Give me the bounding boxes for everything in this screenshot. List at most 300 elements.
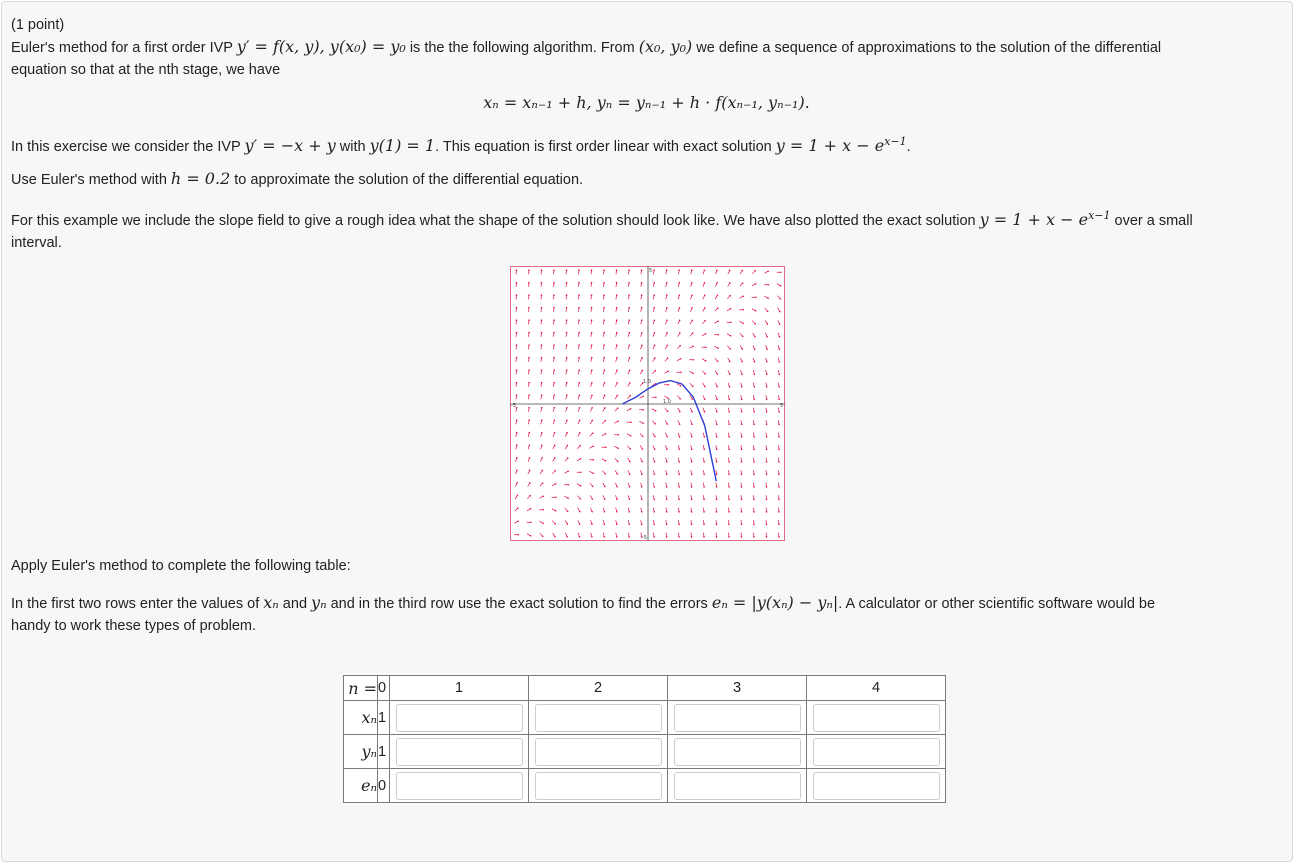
slope-arrowhead (617, 420, 619, 422)
slope-arrowhead (541, 457, 543, 459)
slope-arrowhead (716, 449, 718, 451)
slope-arrowhead (729, 373, 731, 375)
table-header-row (344, 676, 946, 701)
slope-arrowhead (616, 269, 618, 271)
slope-arrowhead (528, 344, 530, 346)
slope-arrowhead (754, 348, 756, 350)
ivp-paragraph: In this exercise we consider the IVP y′ = −x + y with y(1) = 1. This equation is first order linear with exact solution $y = 1 + x - e^{x-1}$. (11, 135, 911, 155)
slope-arrowhead (517, 507, 519, 509)
slope-arrowhead (642, 448, 644, 450)
slope-arrowhead (541, 407, 543, 409)
slope-arrowhead (541, 419, 543, 421)
slope-arrowhead (617, 473, 619, 475)
slope-arrowhead (741, 511, 743, 513)
slope-arrowhead (703, 461, 705, 463)
slope-arrowhead (716, 411, 718, 413)
slope-arrowhead (691, 536, 693, 538)
slope-arrowhead (553, 332, 555, 334)
slope-arrowhead (529, 482, 531, 484)
slope-arrowhead (728, 449, 730, 451)
slope-arrowhead (553, 282, 555, 284)
slope-arrowhead (616, 382, 618, 384)
slope-arrowhead (628, 282, 630, 284)
answer-input-e4[interactable] (813, 772, 940, 800)
slope-arrowhead (717, 361, 719, 363)
slope-arrowhead (580, 471, 582, 473)
slope-arrowhead (541, 444, 543, 446)
euler-step-paragraph: Use Euler's method with h = 0.2 to approximate the solution of the differential equation. (11, 169, 584, 188)
slope-arrowhead (528, 357, 530, 359)
slope-arrowhead (743, 309, 745, 311)
slope-arrowhead (616, 344, 618, 346)
slope-arrowhead (653, 294, 655, 296)
y-tick-label: 1.0 (643, 379, 651, 385)
n-label: n = (344, 676, 378, 701)
slope-arrowhead (516, 432, 518, 434)
slope-arrowhead (516, 469, 518, 471)
slope-arrowhead (528, 419, 530, 421)
slope-arrowhead (641, 357, 643, 359)
slope-arrowhead (705, 346, 707, 348)
slope-arrowhead (778, 486, 780, 488)
slope-arrowhead (692, 386, 694, 388)
slope-arrowhead (691, 436, 693, 438)
slope-arrowhead (542, 536, 544, 538)
slope-arrowhead (741, 449, 743, 451)
slope-arrowhead (691, 307, 693, 309)
slope-arrowhead (630, 435, 632, 437)
slope-arrowhead (778, 536, 780, 538)
slope-arrowhead (692, 320, 694, 322)
slope-arrowhead (716, 486, 718, 488)
slope-arrowhead (691, 524, 693, 526)
slope-arrowhead (742, 348, 744, 350)
slope-arrowhead (642, 395, 644, 397)
slope-arrowhead (528, 369, 530, 371)
slope-arrowhead (678, 461, 680, 463)
slope-arrowhead (728, 524, 730, 526)
slope-arrowhead (554, 432, 556, 434)
slope-arrowhead (554, 523, 556, 525)
slope-arrowhead (778, 424, 780, 426)
slope-arrowhead (741, 361, 743, 363)
slope-arrowhead (703, 511, 705, 513)
slope-arrowhead (668, 384, 670, 386)
slope-arrowhead (516, 344, 518, 346)
slope-arrowhead (566, 394, 568, 396)
slope-arrowhead (778, 374, 780, 376)
slope-arrowhead (578, 344, 580, 346)
slope-arrowhead (628, 319, 630, 321)
answer-input-y4[interactable] (813, 738, 940, 766)
slope-arrowhead (766, 524, 768, 526)
slope-arrowhead (729, 398, 731, 400)
slope-arrowhead (617, 447, 619, 449)
slope-arrowhead (591, 523, 593, 525)
y-max-label: 5 (649, 268, 653, 274)
slope-arrowhead (578, 369, 580, 371)
slope-arrowhead (717, 307, 719, 309)
slope-arrowhead (741, 411, 743, 413)
slope-arrowhead (742, 322, 744, 324)
slope-arrowhead (629, 344, 631, 346)
slope-arrowhead (704, 411, 706, 413)
slope-arrowhead (666, 448, 668, 450)
slope-arrowhead (555, 510, 557, 512)
slope-arrowhead (530, 535, 532, 537)
slope-arrowhead (666, 499, 668, 501)
slope-arrowhead (678, 499, 680, 501)
slope-arrowhead (553, 344, 555, 346)
x-max-label: 5 (780, 403, 784, 409)
slope-arrowhead (641, 294, 643, 296)
slope-arrowhead (753, 461, 755, 463)
slope-arrowhead (605, 460, 607, 462)
slope-arrowhead (516, 282, 518, 284)
slope-arrowhead (678, 282, 680, 284)
slope-arrowhead (766, 424, 768, 426)
slope-arrowhead (654, 423, 656, 425)
slope-arrowhead (730, 308, 732, 310)
slope-arrowhead (766, 386, 768, 388)
slope-arrowhead (542, 495, 544, 497)
slope-arrowhead (555, 496, 557, 498)
slope-arrowhead (629, 498, 631, 500)
slope-arrowhead (566, 382, 568, 384)
euler-table (343, 675, 946, 803)
slope-arrowhead (666, 511, 668, 513)
slope-arrowhead (678, 524, 680, 526)
slope-arrowhead (691, 486, 693, 488)
slope-arrowhead (703, 436, 705, 438)
slope-arrowhead (653, 282, 655, 284)
slope-arrowhead (716, 386, 718, 388)
slope-arrowhead (753, 386, 755, 388)
slope-arrowhead (630, 421, 632, 423)
slope-arrowhead (703, 536, 705, 538)
slope-arrowhead (679, 411, 681, 413)
answer-input-x4[interactable] (813, 704, 940, 732)
answer-input-e2[interactable] (535, 772, 662, 800)
slope-arrowhead (616, 294, 618, 296)
slope-arrowhead (553, 407, 555, 409)
slope-arrowhead (616, 282, 618, 284)
slope-arrowhead (654, 370, 656, 372)
slope-arrowhead (567, 511, 569, 513)
slope-arrowhead (704, 269, 706, 271)
answer-input-y3[interactable] (674, 738, 801, 766)
answer-input-x1[interactable] (396, 704, 523, 732)
slope-arrowhead (591, 407, 593, 409)
slope-arrowhead (729, 386, 731, 388)
slope-arrowhead (754, 373, 756, 375)
table-row-x (344, 701, 946, 735)
slope-arrowhead (516, 444, 518, 446)
slope-arrowhead (654, 436, 656, 438)
slope-arrowhead (591, 269, 593, 271)
slope-arrowhead (541, 369, 543, 371)
slope-arrowhead (778, 361, 780, 363)
slope-arrowhead (753, 399, 755, 401)
slope-arrowhead (553, 357, 555, 359)
slope-arrowhead (654, 448, 656, 450)
slope-arrowhead (653, 486, 655, 488)
slope-arrowhead (578, 294, 580, 296)
slope-arrowhead (666, 294, 668, 296)
slope-arrowhead (553, 269, 555, 271)
slope-arrowhead (541, 332, 543, 334)
slope-arrowhead (779, 311, 781, 313)
slope-arrowhead (591, 319, 593, 321)
slope-arrowhead (691, 499, 693, 501)
slope-arrowhead (741, 524, 743, 526)
slope-arrowhead (766, 399, 768, 401)
slope-arrowhead (566, 307, 568, 309)
slope-arrowhead (616, 511, 618, 513)
slope-arrowhead (641, 344, 643, 346)
slope-arrowhead (741, 461, 743, 463)
slope-arrowhead (628, 511, 630, 513)
slope-arrowhead (691, 448, 693, 450)
slope-arrowhead (779, 348, 781, 350)
slope-arrowhead (528, 432, 530, 434)
slope-arrowhead (691, 423, 693, 425)
slope-arrowhead (753, 499, 755, 501)
slope-arrowhead (641, 307, 643, 309)
slope-arrowhead (603, 294, 605, 296)
slope-arrowhead (604, 420, 606, 422)
slope-arrowhead (591, 332, 593, 334)
slope-arrowhead (516, 369, 518, 371)
slope-arrowhead (667, 423, 669, 425)
slope-arrowhead (703, 449, 705, 451)
slope-arrowhead (579, 420, 581, 422)
slope-arrowhead (741, 373, 743, 375)
column-header: 1 (390, 676, 529, 701)
slope-arrowhead (666, 524, 668, 526)
slope-arrowhead (641, 332, 643, 334)
slope-arrowhead (666, 486, 668, 488)
slope-arrowhead (567, 445, 569, 447)
slope-arrowhead (679, 320, 681, 322)
slope-arrowhead (678, 486, 680, 488)
slope-arrowhead (629, 370, 631, 372)
row-initial-value: 0 (378, 769, 390, 803)
slope-arrowhead (579, 498, 581, 500)
slope-arrowhead (567, 457, 569, 459)
slope-arrowhead (653, 511, 655, 513)
slope-arrowhead (753, 524, 755, 526)
slope-arrowhead (592, 486, 594, 488)
slope-arrowhead (778, 524, 780, 526)
slope-arrowhead (591, 344, 593, 346)
slope-arrowhead (691, 461, 693, 463)
slope-arrowhead (591, 307, 593, 309)
slope-arrowhead (766, 361, 768, 363)
slope-arrowhead (680, 371, 682, 373)
intro-paragraph: Euler's method for a first order IVP y′ = f(x, y), y(x₀) = y₀ is the the following algorithm. From (x₀, y₀) we define a sequence of approximations to the solution of the differential equation so that at the nth stage, we have (11, 37, 1162, 78)
slope-arrowhead (591, 369, 593, 371)
slope-arrowhead (716, 511, 718, 513)
slope-arrowhead (566, 319, 568, 321)
slope-arrowhead (729, 295, 731, 297)
slope-arrowhead (716, 461, 718, 463)
slope-arrowhead (678, 269, 680, 271)
slope-arrowhead (728, 499, 730, 501)
slope-arrowhead (554, 457, 556, 459)
slope-arrowhead (579, 432, 581, 434)
slope-arrowhead (778, 461, 780, 463)
answer-input-y2[interactable] (535, 738, 662, 766)
slope-arrowhead (541, 307, 543, 309)
slope-arrowhead (591, 357, 593, 359)
slope-arrowhead (766, 474, 768, 476)
slope-arrowhead (528, 394, 530, 396)
slope-arrowhead (628, 269, 630, 271)
slope-arrowhead (704, 307, 706, 309)
slope-arrowhead (729, 270, 731, 272)
slope-arrowhead (767, 297, 769, 299)
slope-arrowhead (729, 348, 731, 350)
slope-arrowhead (642, 370, 644, 372)
slope-arrowhead (516, 382, 518, 384)
slope-arrowhead (579, 536, 581, 538)
slope-arrowhead (579, 445, 581, 447)
slope-arrowhead (679, 398, 681, 400)
slope-arrowhead (591, 536, 593, 538)
slope-arrowhead (604, 382, 606, 384)
slope-arrowhead (566, 536, 568, 538)
slope-arrowhead (653, 269, 655, 271)
slope-arrowhead (717, 347, 719, 349)
answer-input-x3[interactable] (674, 704, 801, 732)
slope-arrowhead (528, 294, 530, 296)
slope-arrowhead (754, 336, 756, 338)
slope-arrowhead (704, 373, 706, 375)
slope-arrowhead (541, 269, 543, 271)
slope-arrowhead (767, 323, 769, 325)
slope-arrowhead (528, 382, 530, 384)
slope-arrowhead (666, 436, 668, 438)
slope-arrowhead (666, 461, 668, 463)
slope-arrowhead (553, 369, 555, 371)
slope-arrowhead (630, 408, 632, 410)
x-min-label: -5 (511, 403, 516, 409)
slope-arrowhead (779, 323, 781, 325)
slope-arrowhead (729, 361, 731, 363)
slope-arrowhead (516, 419, 518, 421)
slope-arrowhead (693, 359, 695, 361)
slope-arrowhead (578, 307, 580, 309)
slope-arrowhead (629, 395, 631, 397)
answer-input-y1[interactable] (396, 738, 523, 766)
slope-arrowhead (666, 269, 668, 271)
slope-arrowhead (778, 436, 780, 438)
slope-arrowhead (616, 486, 618, 488)
slope-arrowhead (667, 411, 669, 413)
slope-arrowhead (541, 382, 543, 384)
slope-arrowhead (704, 320, 706, 322)
slope-arrowhead (754, 361, 756, 363)
slope-arrowhead (566, 419, 568, 421)
slope-arrowhead (653, 536, 655, 538)
slope-arrowhead (753, 511, 755, 513)
answer-input-e3[interactable] (674, 772, 801, 800)
slope-arrowhead (566, 332, 568, 334)
slope-arrowhead (516, 407, 518, 409)
slope-arrowhead (753, 449, 755, 451)
slope-arrowhead (604, 473, 606, 475)
slope-arrowhead (718, 334, 720, 336)
slope-arrowhead (678, 536, 680, 538)
slope-arrowhead (541, 394, 543, 396)
slope-arrowhead (753, 411, 755, 413)
slope-arrowhead (766, 449, 768, 451)
slope-arrowhead (616, 498, 618, 500)
slope-arrowhead (753, 536, 755, 538)
column-header: 4 (807, 676, 946, 701)
slope-arrowhead (679, 423, 681, 425)
x-tick-label: 1.0 (663, 399, 671, 405)
slope-arrowhead (730, 321, 732, 323)
slope-arrowhead (629, 486, 631, 488)
slope-arrowhead (529, 457, 531, 459)
slope-arrowhead (755, 310, 757, 312)
slope-arrowhead (542, 522, 544, 524)
slope-arrowhead (529, 495, 531, 497)
slope-arrowhead (579, 523, 581, 525)
slope-arrowhead (716, 524, 718, 526)
slope-arrowhead (603, 332, 605, 334)
slope-arrowhead (617, 395, 619, 397)
slope-arrowhead (604, 369, 606, 371)
slope-arrowhead (617, 407, 619, 409)
slope-arrowhead (616, 332, 618, 334)
slope-arrowhead (780, 271, 782, 273)
slope-arrowhead (628, 536, 630, 538)
answer-input-x2[interactable] (535, 704, 662, 732)
slope-arrowhead (728, 411, 730, 413)
slope-arrowhead (591, 382, 593, 384)
slope-arrowhead (766, 348, 768, 350)
slope-arrowhead (680, 358, 682, 360)
slope-arrowhead (516, 294, 518, 296)
slope-arrowhead (729, 282, 731, 284)
slope-arrowhead (641, 319, 643, 321)
slope-arrowhead (566, 294, 568, 296)
slope-arrowhead (554, 470, 556, 472)
slope-arrowhead (641, 498, 643, 500)
slope-arrowhead (753, 424, 755, 426)
slope-arrowhead (641, 461, 643, 463)
slope-arrowhead (580, 458, 582, 460)
slope-arrowhead (604, 523, 606, 525)
answer-input-e1[interactable] (396, 772, 523, 800)
slope-arrowhead (641, 524, 643, 526)
slope-arrowhead (592, 472, 594, 474)
slope-arrowhead (753, 436, 755, 438)
slope-arrowhead (566, 344, 568, 346)
slope-arrowhead (667, 370, 669, 372)
slope-arrowhead (755, 296, 757, 298)
slope-arrowhead (516, 457, 518, 459)
slope-arrowhead (742, 270, 744, 272)
slope-arrowhead (716, 436, 718, 438)
slope-arrowhead (593, 459, 595, 461)
slope-arrowhead (766, 336, 768, 338)
slope-arrowhead (567, 497, 569, 499)
slope-arrowhead (654, 332, 656, 334)
